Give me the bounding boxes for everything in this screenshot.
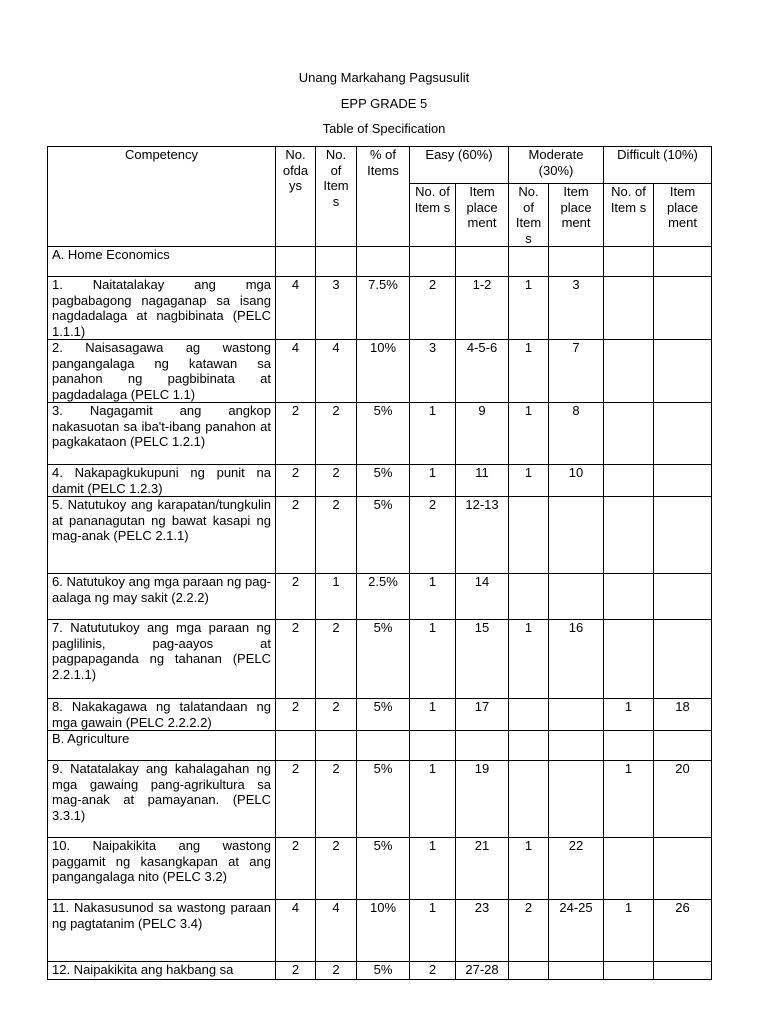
days-cell: 2 — [276, 620, 316, 699]
days-cell: 2 — [276, 838, 316, 900]
easy-placement-cell: 17 — [456, 699, 509, 731]
easy-placement-cell: 23 — [456, 900, 509, 962]
moderate-placement-cell: 22 — [549, 838, 604, 900]
easy-no-items-header: No. of Item s — [410, 184, 456, 247]
table-row — [48, 699, 712, 731]
percent-cell: 5% — [357, 403, 410, 465]
competency-cell: 1. Naitatalakay ang mga pagbabagong nagaganap sa isang nagdadalaga at nagbibinata (PELC 1.1.1) — [48, 277, 276, 340]
table-row — [48, 838, 712, 900]
moderate-no-cell — [509, 962, 549, 980]
items-header: No. of Item s — [316, 147, 357, 247]
difficult-no-items-header: No. of Item s — [604, 184, 654, 247]
difficult-no-cell — [604, 403, 654, 465]
items-cell: 3 — [316, 277, 357, 340]
days-cell: 4 — [276, 900, 316, 962]
table-row — [48, 277, 712, 340]
competency-header: Competency — [48, 147, 276, 247]
moderate-placement-cell: 24-25 — [549, 900, 604, 962]
easy-placement-cell: 11 — [456, 465, 509, 497]
moderate-placement-cell: 10 — [549, 465, 604, 497]
days-cell: 2 — [276, 574, 316, 620]
easy-no-cell: 2 — [410, 497, 456, 574]
items-cell: 1 — [316, 574, 357, 620]
moderate-placement-cell — [549, 497, 604, 574]
easy-placement-cell: 14 — [456, 574, 509, 620]
moderate-no-cell: 1 — [509, 465, 549, 497]
difficult-no-cell — [604, 620, 654, 699]
competency-cell: 10. Naipakikita ang wastong paggamit ng kasangkapan at ang pangangalaga nito (PELC 3.2) — [48, 838, 276, 900]
table-row — [48, 962, 712, 980]
difficult-no-cell: 1 — [604, 900, 654, 962]
easy-no-cell: 2 — [410, 962, 456, 980]
competency-cell: 6. Natutukoy ang mga paraan ng pag-aalaga ng may sakit (2.2.2) — [48, 574, 276, 620]
percent-cell: 5% — [357, 465, 410, 497]
table-row — [48, 340, 712, 403]
competency-cell: 9. Natatalakay ang kahalagahan ng mga gawaing pang-agrikultura sa mag-anak at pamayanan. (PELC 3.3.1) — [48, 761, 276, 838]
difficult-no-cell: 1 — [604, 699, 654, 731]
moderate-placement-cell — [549, 962, 604, 980]
difficult-no-cell — [604, 497, 654, 574]
table-row — [48, 761, 712, 838]
items-cell: 4 — [316, 340, 357, 403]
moderate-no-cell: 1 — [509, 838, 549, 900]
difficult-no-cell — [604, 340, 654, 403]
moderate-placement-cell: 16 — [549, 620, 604, 699]
difficult-placement-cell — [654, 620, 712, 699]
moderate-placement-header: Item place ment — [549, 184, 604, 247]
items-cell: 2 — [316, 403, 357, 465]
moderate-placement-cell: 8 — [549, 403, 604, 465]
percent-cell: 5% — [357, 838, 410, 900]
difficult-no-cell: 1 — [604, 761, 654, 838]
competency-cell: 3. Nagagamit ang angkop nakasuotan sa iba't-ibang panahon at pagkakataon (PELC 1.2.1) — [48, 403, 276, 465]
easy-no-cell: 1 — [410, 699, 456, 731]
easy-no-cell: 1 — [410, 761, 456, 838]
percent-header: % of Items — [357, 147, 410, 247]
difficult-placement-cell — [654, 340, 712, 403]
days-cell: 2 — [276, 962, 316, 980]
competency-cell: 4. Nakapagkukupuni ng punit na damit (PELC 1.2.3) — [48, 465, 276, 497]
items-cell: 2 — [316, 699, 357, 731]
easy-placement-cell: 12-13 — [456, 497, 509, 574]
difficult-placement-cell — [654, 574, 712, 620]
moderate-no-cell: 1 — [509, 340, 549, 403]
difficult-placement-cell — [654, 497, 712, 574]
percent-cell: 7.5% — [357, 277, 410, 340]
days-header: No. ofda ys — [276, 147, 316, 247]
difficult-no-cell — [604, 838, 654, 900]
difficult-no-cell — [604, 962, 654, 980]
easy-no-cell: 1 — [410, 403, 456, 465]
difficult-placement-cell: 26 — [654, 900, 712, 962]
difficult-placement-cell — [654, 962, 712, 980]
difficult-placement-header: Item place ment — [654, 184, 712, 247]
easy-placement-cell: 21 — [456, 838, 509, 900]
easy-no-cell: 1 — [410, 900, 456, 962]
easy-no-cell: 1 — [410, 838, 456, 900]
moderate-header: Moderate (30%) — [509, 147, 604, 184]
easy-no-cell: 1 — [410, 574, 456, 620]
competency-cell: 2. Naisasagawa ag wastong pangangalaga ng katawan sa panahon ng pagbibinata at pagdadalaga (PELC 1.1) — [48, 340, 276, 403]
easy-placement-cell: 9 — [456, 403, 509, 465]
difficult-header: Difficult (10%) — [604, 147, 712, 184]
easy-placement-cell: 19 — [456, 761, 509, 838]
moderate-no-items-header: No. of Item s — [509, 184, 549, 247]
items-cell: 2 — [316, 962, 357, 980]
competency-cell: 5. Natutukoy ang karapatan/tungkulin at pananagutan ng bawat kasapi ng mag-anak (PELC 2.1.1) — [48, 497, 276, 574]
percent-cell: 2.5% — [357, 574, 410, 620]
percent-cell: 5% — [357, 761, 410, 838]
items-cell: 4 — [316, 900, 357, 962]
difficult-placement-cell: 20 — [654, 761, 712, 838]
items-cell: 2 — [316, 465, 357, 497]
easy-placement-cell: 27-28 — [456, 962, 509, 980]
percent-cell: 5% — [357, 497, 410, 574]
percent-cell: 10% — [357, 900, 410, 962]
easy-no-cell: 1 — [410, 620, 456, 699]
table-row — [48, 620, 712, 699]
document-title: Unang Markahang Pagsusulit — [298, 70, 470, 85]
difficult-placement-cell — [654, 838, 712, 900]
days-cell: 2 — [276, 465, 316, 497]
items-cell: 2 — [316, 497, 357, 574]
days-cell: 4 — [276, 277, 316, 340]
moderate-placement-cell: 3 — [549, 277, 604, 340]
days-cell: 2 — [276, 699, 316, 731]
moderate-no-cell: 1 — [509, 277, 549, 340]
moderate-no-cell — [509, 699, 549, 731]
specification-table — [47, 146, 712, 980]
moderate-placement-cell — [549, 699, 604, 731]
easy-no-cell: 1 — [410, 465, 456, 497]
moderate-no-cell: 1 — [509, 403, 549, 465]
table-row — [48, 465, 712, 497]
percent-cell: 10% — [357, 340, 410, 403]
difficult-no-cell — [604, 465, 654, 497]
easy-no-cell: 3 — [410, 340, 456, 403]
percent-cell: 5% — [357, 620, 410, 699]
competency-cell: 8. Nakakagawa ng talatandaan ng mga gawain (PELC 2.2.2.2) — [48, 699, 276, 731]
moderate-no-cell — [509, 497, 549, 574]
easy-placement-cell: 15 — [456, 620, 509, 699]
section-label: A. Home Economics — [48, 247, 276, 277]
items-cell: 2 — [316, 761, 357, 838]
difficult-placement-cell — [654, 465, 712, 497]
easy-no-cell: 2 — [410, 277, 456, 340]
easy-header: Easy (60%) — [410, 147, 509, 184]
competency-cell: 11. Nakasusunod sa wastong paraan ng pagtatanim (PELC 3.4) — [48, 900, 276, 962]
difficult-placement-cell: 18 — [654, 699, 712, 731]
moderate-no-cell: 2 — [509, 900, 549, 962]
days-cell: 2 — [276, 761, 316, 838]
table-row — [48, 403, 712, 465]
items-cell: 2 — [316, 838, 357, 900]
percent-cell: 5% — [357, 962, 410, 980]
easy-placement-cell: 1-2 — [456, 277, 509, 340]
table-row — [48, 574, 712, 620]
competency-cell: 7. Natututukoy ang mga paraan ng paglilinis, pag-aayos at pagpapaganda ng tahanan (PELC 2.2.1.1) — [48, 620, 276, 699]
document-caption: Table of Specification — [322, 121, 446, 136]
items-cell: 2 — [316, 620, 357, 699]
easy-placement-header: Item place ment — [456, 184, 509, 247]
easy-placement-cell: 4-5-6 — [456, 340, 509, 403]
difficult-placement-cell — [654, 403, 712, 465]
percent-cell: 5% — [357, 699, 410, 731]
table-row — [48, 497, 712, 574]
moderate-placement-cell — [549, 574, 604, 620]
section-label: B. Agriculture — [48, 731, 276, 761]
moderate-placement-cell: 7 — [549, 340, 604, 403]
days-cell: 4 — [276, 340, 316, 403]
document-subtitle: EPP GRADE 5 — [340, 96, 428, 111]
days-cell: 2 — [276, 497, 316, 574]
difficult-no-cell — [604, 574, 654, 620]
moderate-no-cell: 1 — [509, 620, 549, 699]
moderate-placement-cell — [549, 761, 604, 838]
days-cell: 2 — [276, 403, 316, 465]
table-row — [48, 900, 712, 962]
moderate-no-cell — [509, 574, 549, 620]
competency-cell: 12. Naipakikita ang hakbang sa — [48, 962, 276, 980]
difficult-placement-cell — [654, 277, 712, 340]
difficult-no-cell — [604, 277, 654, 340]
moderate-no-cell — [509, 761, 549, 838]
